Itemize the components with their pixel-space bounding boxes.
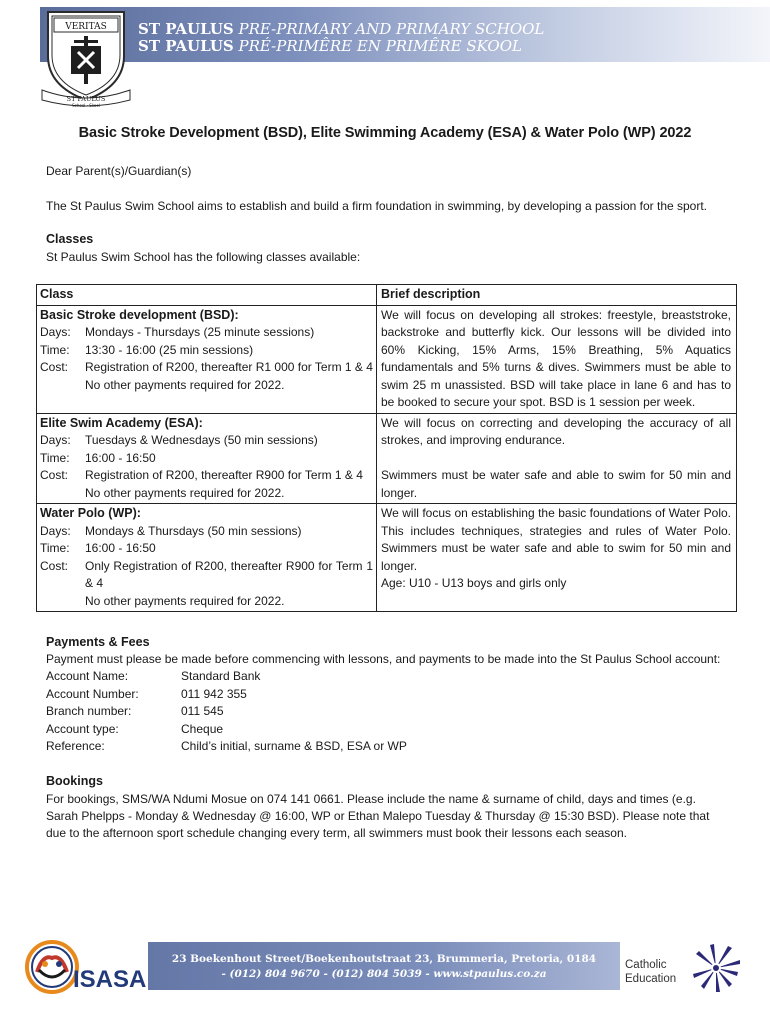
salutation: Dear Parent(s)/Guardian(s) [46,164,192,178]
footer-contact: - (012) 804 9670 - (012) 804 5039 - www.stpaulus.co.za [221,968,547,980]
intro-paragraph: The St Paulus Swim School aims to establish and build a firm foundation in swimming, by developing a passion for the sport. [46,199,708,213]
class-description: We will focus on establishing the basic foundations of Water Polo. This includes techniques, strategies and rules of Water Polo. Swimmers must be water safe and able to swim for 50 min and longer. [381,506,731,573]
time-label: Time: [40,450,70,465]
account-type-value: Cheque [181,721,224,736]
account-type-label: Account type: [46,721,119,736]
branch-number-value: 011 545 [181,704,224,718]
class-description: We will focus on correcting and developing the accuracy of all strokes, and improving endurance. [381,415,731,447]
time-value: 13:30 - 16:00 (25 min sessions) [85,342,254,357]
table-row [37,305,736,413]
account-name-value: Standard Bank [181,669,261,683]
cost-value: Registration of R200, thereafter R900 for Term 1 & 4 [85,468,363,482]
cost-label: Cost: [40,360,69,374]
school-name-en-italic: PRE-PRIMARY AND PRIMARY SCHOOL [238,20,545,38]
school-crest-logo [38,8,134,108]
reference-value: Child’s initial, surname & BSD, ESA or WP [181,739,407,753]
days-label: Days: [40,523,71,538]
payments-heading: Payments & Fees [46,635,150,649]
catholic-line-1: Catholic [625,959,667,971]
payment-note: No other payments required for 2022. [85,377,285,392]
payment-note: No other payments required for 2022. [85,593,285,608]
class-cell [37,414,377,504]
account-name-label: Account Name: [46,669,129,683]
days-label: Days: [40,433,71,447]
account-number-value: 011 942 355 [181,686,247,701]
crest-motto: VERITAS [65,22,107,32]
days-value: Tuesdays & Wednesdays (50 min sessions) [85,433,318,447]
cost-value: Only Registration of R200, thereafter R900 for Term 1 & 4 [85,558,373,590]
cost-label: Cost: [40,468,69,482]
school-name-af-italic: PRÉ-PRIMÊRE EN PRIMÊRE SKOOL [238,37,522,55]
description-cell [377,306,736,413]
class-age-group: Age: U10 - U13 boys and girls only [381,576,567,590]
branch-number-label: Branch number: [46,704,132,718]
payments-intro: Payment must please be made before commencing with lessons, and payments to be made into the St Paulus School account: [46,652,721,666]
reference-label: Reference: [46,739,105,753]
isasa-label: ISASA [73,966,147,993]
cost-label: Cost: [40,558,69,573]
bookings-heading: Bookings [46,774,103,788]
col-header-description: Brief description [381,287,481,301]
description-cell [377,504,736,611]
class-description: We will focus on developing all strokes: freestyle, breaststroke, backstroke and butterfly kick. Our lessons will be divided into 60% Kicking, 15% Arms, 15% Breathing, 5% Aquatics fundamentals and 5% turns & dives. Swimmers must be able to swim 25 m unassisted. BSD will take place in lane 6 and has to be booked to secure your spot. BSD is 1 session per week. [381,307,731,409]
isasa-logo [25,940,150,995]
table-header-row [37,285,736,305]
document-title: Basic Stroke Development (BSD), Elite Swimming Academy (ESA) & Water Polo (WP) 2022 [78,125,692,141]
bookings-line-3: due to the afternoon sport schedule changing every term, all swimmers must book their lessons each season. [46,826,627,840]
days-label: Days: [40,325,71,339]
bookings-line-1: For bookings, SMS/WA Ndumi Mosue on 074 141 0661. Please include the name & surname of child, days and times (e.g. [46,792,696,806]
classes-intro: St Paulus Swim School has the following classes available: [46,250,361,264]
description-cell [377,414,736,504]
class-cell [37,306,377,413]
table-row [37,413,736,504]
cost-value: Registration of R200, thereafter R1 000 for Term 1 & 4 [85,360,373,374]
time-label: Time: [40,342,70,357]
school-name-af-bold: ST PAULUS [138,37,234,55]
catholic-education-logo [690,942,742,994]
catholic-line-2: Education [625,973,677,985]
time-value: 16:00 - 16:50 [85,541,156,555]
col-header-class: Class [37,285,377,305]
payment-note: No other payments required for 2022. [85,485,285,500]
class-name: Water Polo (WP): [40,506,141,520]
time-value: 16:00 - 16:50 [85,450,156,465]
crest-banner-subtext: School · Skool [72,103,100,108]
school-name-en-bold: ST PAULUS [138,20,234,38]
account-number-label: Account Number: [46,686,139,701]
crest-banner-text: ST PAULUS [66,95,106,103]
school-name [138,21,544,55]
bank-details [46,668,407,756]
class-name: Elite Swim Academy (ESA): [40,415,203,430]
classes-table [36,284,737,612]
bookings-line-2: Sarah Phelpps - Monday & Wednesday @ 16:00, WP or Ethan Malepo Tuesday & Thursday @ 15:30 BSD). Please note that [46,809,710,823]
class-cell [37,504,377,611]
days-value: Mondays & Thursdays (50 min sessions) [85,523,302,538]
footer-address: 23 Boekenhout Street/Boekenhoutstraat 23, Brummeria, Pretoria, 0184 [171,953,597,965]
footer-banner [148,942,620,990]
class-requirement: Swimmers must be water safe and able to swim for 50 min and longer. [381,468,731,500]
classes-heading: Classes [46,232,94,246]
class-name: Basic Stroke development (BSD): [40,307,239,322]
days-value: Mondays - Thursdays (25 minute sessions) [85,325,315,339]
time-label: Time: [40,541,70,555]
table-row [37,503,736,611]
catholic-education-label [625,958,676,986]
